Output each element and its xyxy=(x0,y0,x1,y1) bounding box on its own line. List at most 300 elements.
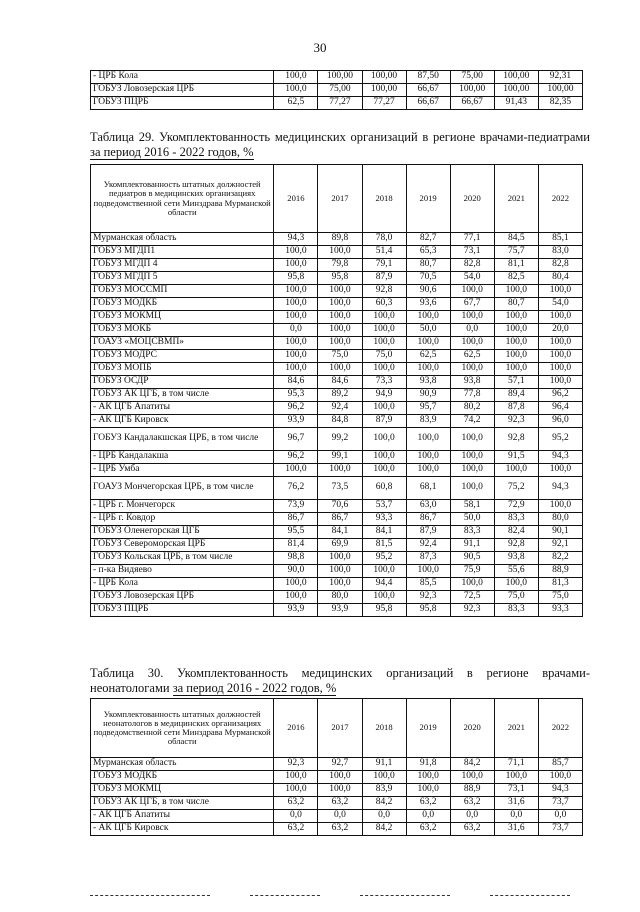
table29-cell-2020: 100,0 xyxy=(450,464,494,477)
table29-cell-2020: 82,8 xyxy=(450,259,494,272)
table30-cell-2016: 63,2 xyxy=(274,797,318,810)
table30-cell-2021: 31,6 xyxy=(494,797,538,810)
table-continued-cell-2022: 100,00 xyxy=(538,84,582,97)
table29-cell-2017: 70,6 xyxy=(318,500,362,513)
table30-row xyxy=(91,823,583,836)
table29-cell-2016: 86,7 xyxy=(274,513,318,526)
table29-cell-2022: 100,0 xyxy=(538,363,582,376)
table30-cell-2018: 91,1 xyxy=(362,758,406,771)
table29-cell-2016: 90,0 xyxy=(274,565,318,578)
table29-row xyxy=(91,552,583,565)
table29-cell-2019: 93,6 xyxy=(406,298,450,311)
table30-row xyxy=(91,784,583,797)
table29-cell-2016: 96,2 xyxy=(274,402,318,415)
table29-cell-2019: 63,0 xyxy=(406,500,450,513)
table29-cell-2019: 100,0 xyxy=(406,565,450,578)
table29-cell-2021: 82,5 xyxy=(494,272,538,285)
table30-cell-2018: 83,9 xyxy=(362,784,406,797)
table29-row-name: - п-ка Видяево xyxy=(91,565,274,578)
table29-row-name: - ЦРБ Умба xyxy=(91,464,274,477)
table29-cell-2020: 77,1 xyxy=(450,233,494,246)
table29-row xyxy=(91,604,583,617)
table30-year-header: 2022 xyxy=(538,699,582,758)
table30-year-header: 2020 xyxy=(450,699,494,758)
table29-row xyxy=(91,464,583,477)
table29-cell-2020: 93,8 xyxy=(450,376,494,389)
table-continued-cell-2019: 87,50 xyxy=(406,71,450,84)
table-continued-cell-2022: 92,31 xyxy=(538,71,582,84)
table29-cell-2019: 83,9 xyxy=(406,415,450,428)
table29-cell-2020: 83,3 xyxy=(450,526,494,539)
table29-cell-2018: 100,0 xyxy=(362,451,406,464)
table29-cell-2018: 100,0 xyxy=(362,337,406,350)
table29-cell-2018: 95,8 xyxy=(362,604,406,617)
table30-cell-2017: 0,0 xyxy=(318,810,362,823)
table29-cell-2019: 100,0 xyxy=(406,337,450,350)
table29-cell-2017: 100,0 xyxy=(318,298,362,311)
table29-cell-2016: 100,0 xyxy=(274,578,318,591)
table29-cell-2019: 80,7 xyxy=(406,259,450,272)
table30-cell-2017: 63,2 xyxy=(318,823,362,836)
table29-cell-2017: 86,7 xyxy=(318,513,362,526)
table29-cell-2022: 75,0 xyxy=(538,591,582,604)
table29-cell-2021: 92,8 xyxy=(494,428,538,451)
table29-row xyxy=(91,402,583,415)
table29-cell-2017: 100,0 xyxy=(318,363,362,376)
table29-row-name: ГОБУЗ ОСДР xyxy=(91,376,274,389)
table30-cell-2018: 84,2 xyxy=(362,797,406,810)
table29-cell-2021: 80,7 xyxy=(494,298,538,311)
table30-year-header: 2021 xyxy=(494,699,538,758)
table29-row-name: ГОБУЗ Кандалакшская ЦРБ, в том числе xyxy=(91,428,274,451)
table30-cell-2022: 0,0 xyxy=(538,810,582,823)
table29-cell-2020: 100,0 xyxy=(450,477,494,500)
table29-row xyxy=(91,513,583,526)
table29-cell-2022: 96,4 xyxy=(538,402,582,415)
table29-cell-2019: 92,4 xyxy=(406,539,450,552)
table29-cell-2018: 87,9 xyxy=(362,272,406,285)
table29-row-name: ГОБУЗ Кольская ЦРБ, в том числе xyxy=(91,552,274,565)
table29-cell-2021: 81,1 xyxy=(494,259,538,272)
table29-cell-2019: 85,5 xyxy=(406,578,450,591)
table29-row-name: ГОБУЗ МГДП1 xyxy=(91,246,274,259)
table30-cell-2022: 100,0 xyxy=(538,771,582,784)
table29-cell-2021: 82,4 xyxy=(494,526,538,539)
table29-cell-2019: 100,0 xyxy=(406,363,450,376)
table29-row xyxy=(91,578,583,591)
table29-cell-2016: 100,0 xyxy=(274,464,318,477)
table29-row-name: ГОАУЗ «МОЦСВМП» xyxy=(91,337,274,350)
table29-row xyxy=(91,428,583,451)
table29-row-name: ГОБУЗ МОДРС xyxy=(91,350,274,363)
table29-cell-2020: 77,8 xyxy=(450,389,494,402)
table29-row-name: ГОБУЗ МОПБ xyxy=(91,363,274,376)
table29-cell-2019: 62,5 xyxy=(406,350,450,363)
table29-cell-2017: 100,0 xyxy=(318,311,362,324)
table30-cell-2018: 100,0 xyxy=(362,771,406,784)
table29-cell-2017: 100,0 xyxy=(318,285,362,298)
table29-cell-2019: 95,7 xyxy=(406,402,450,415)
table29-row xyxy=(91,246,583,259)
table29-cell-2021: 100,0 xyxy=(494,363,538,376)
table29-cell-2019: 100,0 xyxy=(406,428,450,451)
table29-row xyxy=(91,298,583,311)
table29-cell-2022: 90,1 xyxy=(538,526,582,539)
table30-cell-2021: 31,6 xyxy=(494,823,538,836)
table-continued-cell-2018: 77,27 xyxy=(362,97,406,110)
table29-cell-2021: 100,0 xyxy=(494,350,538,363)
table29-cell-2021: 92,8 xyxy=(494,539,538,552)
table29-cell-2022: 20,0 xyxy=(538,324,582,337)
table29-row-name: ГОБУЗ МОКМЦ xyxy=(91,311,274,324)
table29-cell-2020: 90,5 xyxy=(450,552,494,565)
table29-row xyxy=(91,285,583,298)
table29-cell-2017: 100,0 xyxy=(318,565,362,578)
table29-cell-2016: 0,0 xyxy=(274,324,318,337)
table30-row xyxy=(91,810,583,823)
table29-cell-2016: 96,2 xyxy=(274,451,318,464)
table29-cell-2020: 100,0 xyxy=(450,337,494,350)
table29-cell-2017: 89,8 xyxy=(318,233,362,246)
table29-cell-2017: 95,8 xyxy=(318,272,362,285)
table29-cell-2019: 86,7 xyxy=(406,513,450,526)
table29-cell-2021: 55,6 xyxy=(494,565,538,578)
table29-row xyxy=(91,565,583,578)
table29-cell-2019: 90,9 xyxy=(406,389,450,402)
table-continued-row xyxy=(91,84,583,97)
footer-divider xyxy=(250,895,320,904)
table30-cell-2018: 84,2 xyxy=(362,823,406,836)
table30-year-header: 2018 xyxy=(362,699,406,758)
table29-cell-2019: 70,5 xyxy=(406,272,450,285)
table29-cell-2017: 93,9 xyxy=(318,604,362,617)
table29-cell-2017: 84,8 xyxy=(318,415,362,428)
table29-cell-2017: 89,2 xyxy=(318,389,362,402)
table29-cell-2019: 50,0 xyxy=(406,324,450,337)
table29-caption-text: Таблица 29. Укомплектованность медицинских организаций в регионе врачами-педиатрами xyxy=(90,130,590,144)
table29-cell-2021: 72,9 xyxy=(494,500,538,513)
table29-year-header: 2017 xyxy=(318,165,362,233)
table29-cell-2020: 62,5 xyxy=(450,350,494,363)
page-number: 30 xyxy=(313,40,327,55)
table29-cell-2021: 83,3 xyxy=(494,513,538,526)
table29-row-name: ГОБУЗ МГДП 5 xyxy=(91,272,274,285)
table29-cell-2018: 75,0 xyxy=(362,350,406,363)
table29-cell-2021: 87,8 xyxy=(494,402,538,415)
table29-cell-2021: 100,0 xyxy=(494,324,538,337)
table29-cell-2018: 100,0 xyxy=(362,324,406,337)
table29-cell-2020: 91,1 xyxy=(450,539,494,552)
footer-divider xyxy=(360,895,450,904)
table30-cell-2016: 100,0 xyxy=(274,784,318,797)
table29-row xyxy=(91,500,583,513)
table29-cell-2022: 54,0 xyxy=(538,298,582,311)
table29-row-name: ГОБУЗ АК ЦГБ, в том числе xyxy=(91,389,274,402)
table29-cell-2022: 83,0 xyxy=(538,246,582,259)
table29-cell-2017: 100,0 xyxy=(318,464,362,477)
table29-cell-2017: 84,1 xyxy=(318,526,362,539)
table29-cell-2020: 0,0 xyxy=(450,324,494,337)
table29-cell-2022: 100,0 xyxy=(538,285,582,298)
table30-cell-2019: 91,8 xyxy=(406,758,450,771)
table29-cell-2021: 100,0 xyxy=(494,285,538,298)
table29-row-name: ГОБУЗ Североморская ЦРБ xyxy=(91,539,274,552)
table29-row xyxy=(91,477,583,500)
table29-cell-2018: 94,9 xyxy=(362,389,406,402)
table30-cell-2021: 71,1 xyxy=(494,758,538,771)
table30-cell-2020: 63,2 xyxy=(450,823,494,836)
table-continued-cell-2021: 91,43 xyxy=(494,97,538,110)
table29-cell-2017: 100,0 xyxy=(318,337,362,350)
table30-caption-text: Таблица 30. Укомплектованность медицинских организаций в регионе врачами-неонатологами xyxy=(90,666,590,695)
table30-row-name: ГОБУЗ МОДКБ xyxy=(91,771,274,784)
table29-row xyxy=(91,451,583,464)
table29-cell-2019: 65,3 xyxy=(406,246,450,259)
table29-cell-2020: 80,2 xyxy=(450,402,494,415)
table29-cell-2018: 60,8 xyxy=(362,477,406,500)
table30-row-name: - АК ЦГБ Кировск xyxy=(91,823,274,836)
table-continued-row-name: - ЦРБ Кола xyxy=(91,71,274,84)
table29-cell-2021: 100,0 xyxy=(494,337,538,350)
table29-cell-2020: 100,0 xyxy=(450,363,494,376)
table29-cell-2018: 100,0 xyxy=(362,311,406,324)
table29-cell-2016: 81,4 xyxy=(274,539,318,552)
table29-header-row xyxy=(91,165,583,233)
table29-cell-2021: 75,0 xyxy=(494,591,538,604)
table29-cell-2020: 100,0 xyxy=(450,285,494,298)
table29-row-name: Мурманская область xyxy=(91,233,274,246)
table29-cell-2022: 80,0 xyxy=(538,513,582,526)
table-continued-cell-2016: 62,5 xyxy=(274,97,318,110)
table29-row xyxy=(91,526,583,539)
table29-row xyxy=(91,324,583,337)
table30-cell-2016: 63,2 xyxy=(274,823,318,836)
table30-cell-2021: 73,1 xyxy=(494,784,538,797)
table30-cell-2022: 94,3 xyxy=(538,784,582,797)
table29-cell-2019: 100,0 xyxy=(406,451,450,464)
table29-cell-2016: 100,0 xyxy=(274,285,318,298)
table29-cell-2021: 75,2 xyxy=(494,477,538,500)
table29-cell-2017: 75,0 xyxy=(318,350,362,363)
table29-cell-2020: 74,2 xyxy=(450,415,494,428)
table29-cell-2020: 100,0 xyxy=(450,311,494,324)
footer-divider xyxy=(90,895,210,904)
table29-cell-2016: 95,8 xyxy=(274,272,318,285)
table29-caption xyxy=(90,130,590,160)
table29-row xyxy=(91,311,583,324)
table29-row-name: ГОБУЗ Оленегорская ЦГБ xyxy=(91,526,274,539)
table29-cell-2017: 100,0 xyxy=(318,578,362,591)
table29-cell-2019: 100,0 xyxy=(406,311,450,324)
table29-cell-2020: 100,0 xyxy=(450,428,494,451)
table-continued-row-name: ГОБУЗ Ловозерская ЦРБ xyxy=(91,84,274,97)
table29-cell-2018: 84,1 xyxy=(362,526,406,539)
table30-cell-2019: 63,2 xyxy=(406,797,450,810)
table29-cell-2022: 100,0 xyxy=(538,337,582,350)
table29-cell-2016: 100,0 xyxy=(274,350,318,363)
table30-year-header: 2016 xyxy=(274,699,318,758)
table29-year-header: 2022 xyxy=(538,165,582,233)
table30-cell-2017: 100,0 xyxy=(318,771,362,784)
table30-row-name: ГОБУЗ МОКМЦ xyxy=(91,784,274,797)
table-continued-row xyxy=(91,97,583,110)
table30 xyxy=(90,698,583,836)
table-continued-cell-2017: 75,00 xyxy=(318,84,362,97)
table-continued-cell-2020: 100,00 xyxy=(450,84,494,97)
table29-cell-2016: 96,7 xyxy=(274,428,318,451)
table29-cell-2018: 100,0 xyxy=(362,428,406,451)
table29-row-name: - ЦРБ г. Ковдор xyxy=(91,513,274,526)
table29-cell-2020: 67,7 xyxy=(450,298,494,311)
table29-cell-2016: 95,3 xyxy=(274,389,318,402)
table29-row-name: - ЦРБ Кандалакша xyxy=(91,451,274,464)
table30-caption-period: за период 2016 - 2022 годов, % xyxy=(172,681,337,695)
table29-cell-2016: 100,0 xyxy=(274,591,318,604)
table29-cell-2021: 100,0 xyxy=(494,578,538,591)
table29-row xyxy=(91,591,583,604)
table29-row xyxy=(91,415,583,428)
table30-cell-2020: 88,9 xyxy=(450,784,494,797)
table29-cell-2021: 91,5 xyxy=(494,451,538,464)
table29-cell-2021: 100,0 xyxy=(494,311,538,324)
table29-cell-2018: 78,0 xyxy=(362,233,406,246)
table29-caption-period: за период 2016 - 2022 годов, % xyxy=(90,145,254,159)
table-continued-row xyxy=(91,71,583,84)
table30-row-name: - АК ЦГБ Апатиты xyxy=(91,810,274,823)
table29-cell-2021: 75,7 xyxy=(494,246,538,259)
table-continued-cell-2017: 100,00 xyxy=(318,71,362,84)
table29-cell-2020: 73,1 xyxy=(450,246,494,259)
table29-row-name: ГОБУЗ МОССМП xyxy=(91,285,274,298)
table30-cell-2022: 73,7 xyxy=(538,797,582,810)
table29-cell-2016: 94,3 xyxy=(274,233,318,246)
table29-cell-2018: 79,1 xyxy=(362,259,406,272)
table30-cell-2021: 0,0 xyxy=(494,810,538,823)
table-continued-cell-2022: 82,35 xyxy=(538,97,582,110)
table29-year-header: 2021 xyxy=(494,165,538,233)
table29-cell-2022: 92,1 xyxy=(538,539,582,552)
table29-row xyxy=(91,233,583,246)
table30-year-header: 2017 xyxy=(318,699,362,758)
table30-cell-2019: 0,0 xyxy=(406,810,450,823)
table30-cell-2017: 100,0 xyxy=(318,784,362,797)
table29-cell-2022: 82,2 xyxy=(538,552,582,565)
table29-row-name: - ЦРБ Кола xyxy=(91,578,274,591)
table29-cell-2021: 84,5 xyxy=(494,233,538,246)
table29-header-label: Укомплектованность штатных должностей педиатров в медицинских организациях подведомственной сети Минздрава Мурманской области xyxy=(91,165,274,233)
table29-cell-2016: 100,0 xyxy=(274,311,318,324)
table29-cell-2018: 51,4 xyxy=(362,246,406,259)
table29-cell-2022: 100,0 xyxy=(538,350,582,363)
table30-year-header: 2019 xyxy=(406,699,450,758)
table29-year-header: 2020 xyxy=(450,165,494,233)
table29-cell-2018: 93,3 xyxy=(362,513,406,526)
table-continued-cell-2016: 100,0 xyxy=(274,84,318,97)
footer-divider xyxy=(490,895,570,904)
table29-cell-2019: 87,3 xyxy=(406,552,450,565)
table29-cell-2016: 95,5 xyxy=(274,526,318,539)
table29-cell-2018: 60,3 xyxy=(362,298,406,311)
table29-cell-2020: 50,0 xyxy=(450,513,494,526)
table30-row-name: ГОБУЗ АК ЦГБ, в том числе xyxy=(91,797,274,810)
table-continued-cell-2021: 100,00 xyxy=(494,84,538,97)
table29-cell-2020: 72,5 xyxy=(450,591,494,604)
table-continued-cell-2018: 100,00 xyxy=(362,71,406,84)
table29-cell-2018: 73,3 xyxy=(362,376,406,389)
table29-cell-2016: 98,8 xyxy=(274,552,318,565)
table29-row-name: ГОБУЗ МОДКБ xyxy=(91,298,274,311)
table30-row-name: Мурманская область xyxy=(91,758,274,771)
table30-cell-2016: 0,0 xyxy=(274,810,318,823)
table29-row xyxy=(91,259,583,272)
table29-cell-2019: 92,3 xyxy=(406,591,450,604)
table29-cell-2016: 100,0 xyxy=(274,259,318,272)
table29 xyxy=(90,164,583,617)
table29-cell-2022: 81,3 xyxy=(538,578,582,591)
table29-cell-2020: 100,0 xyxy=(450,578,494,591)
table29-cell-2018: 92,8 xyxy=(362,285,406,298)
table30-row xyxy=(91,797,583,810)
table29-row-name: - ЦРБ г. Мончегорск xyxy=(91,500,274,513)
table29-cell-2022: 95,2 xyxy=(538,428,582,451)
table29-cell-2018: 100,0 xyxy=(362,464,406,477)
table29-cell-2022: 100,0 xyxy=(538,464,582,477)
table30-header-row xyxy=(91,699,583,758)
table29-cell-2021: 93,8 xyxy=(494,552,538,565)
table29-row-name: ГОАУЗ Мончегорская ЦРБ, в том числе xyxy=(91,477,274,500)
table29-row xyxy=(91,363,583,376)
table29-cell-2018: 94,4 xyxy=(362,578,406,591)
table29-cell-2022: 80,4 xyxy=(538,272,582,285)
table30-cell-2020: 0,0 xyxy=(450,810,494,823)
table-continued-cell-2019: 66,67 xyxy=(406,97,450,110)
table29-row-name: ГОБУЗ МГДП 4 xyxy=(91,259,274,272)
table-continued-row-name: ГОБУЗ ПЦРБ xyxy=(91,97,274,110)
table30-cell-2020: 100,0 xyxy=(450,771,494,784)
table30-cell-2019: 100,0 xyxy=(406,771,450,784)
table30-cell-2021: 100,0 xyxy=(494,771,538,784)
table29-cell-2017: 99,2 xyxy=(318,428,362,451)
table-continued-cell-2020: 66,67 xyxy=(450,97,494,110)
table29-cell-2022: 88,9 xyxy=(538,565,582,578)
table29-cell-2017: 79,8 xyxy=(318,259,362,272)
table30-cell-2017: 92,7 xyxy=(318,758,362,771)
table29-cell-2018: 87,9 xyxy=(362,415,406,428)
table-continued xyxy=(90,70,583,110)
table29-cell-2018: 95,2 xyxy=(362,552,406,565)
table29-cell-2022: 93,3 xyxy=(538,604,582,617)
table-continued-cell-2017: 77,27 xyxy=(318,97,362,110)
table29-row-name: ГОБУЗ Ловозерская ЦРБ xyxy=(91,591,274,604)
table29-cell-2021: 83,3 xyxy=(494,604,538,617)
table29-cell-2019: 82,7 xyxy=(406,233,450,246)
table29-cell-2018: 100,0 xyxy=(362,402,406,415)
table29-cell-2020: 75,9 xyxy=(450,565,494,578)
table29-cell-2019: 100,0 xyxy=(406,464,450,477)
table-continued-cell-2018: 100,00 xyxy=(362,84,406,97)
table29-cell-2017: 73,5 xyxy=(318,477,362,500)
table29-cell-2016: 93,9 xyxy=(274,415,318,428)
table29-cell-2018: 100,0 xyxy=(362,565,406,578)
table30-row xyxy=(91,771,583,784)
table-continued-cell-2020: 75,00 xyxy=(450,71,494,84)
table29-cell-2020: 100,0 xyxy=(450,451,494,464)
table-continued-cell-2019: 66,67 xyxy=(406,84,450,97)
table29-cell-2019: 90,6 xyxy=(406,285,450,298)
table29-cell-2021: 92,3 xyxy=(494,415,538,428)
table29-cell-2022: 85,1 xyxy=(538,233,582,246)
table29-cell-2016: 100,0 xyxy=(274,337,318,350)
